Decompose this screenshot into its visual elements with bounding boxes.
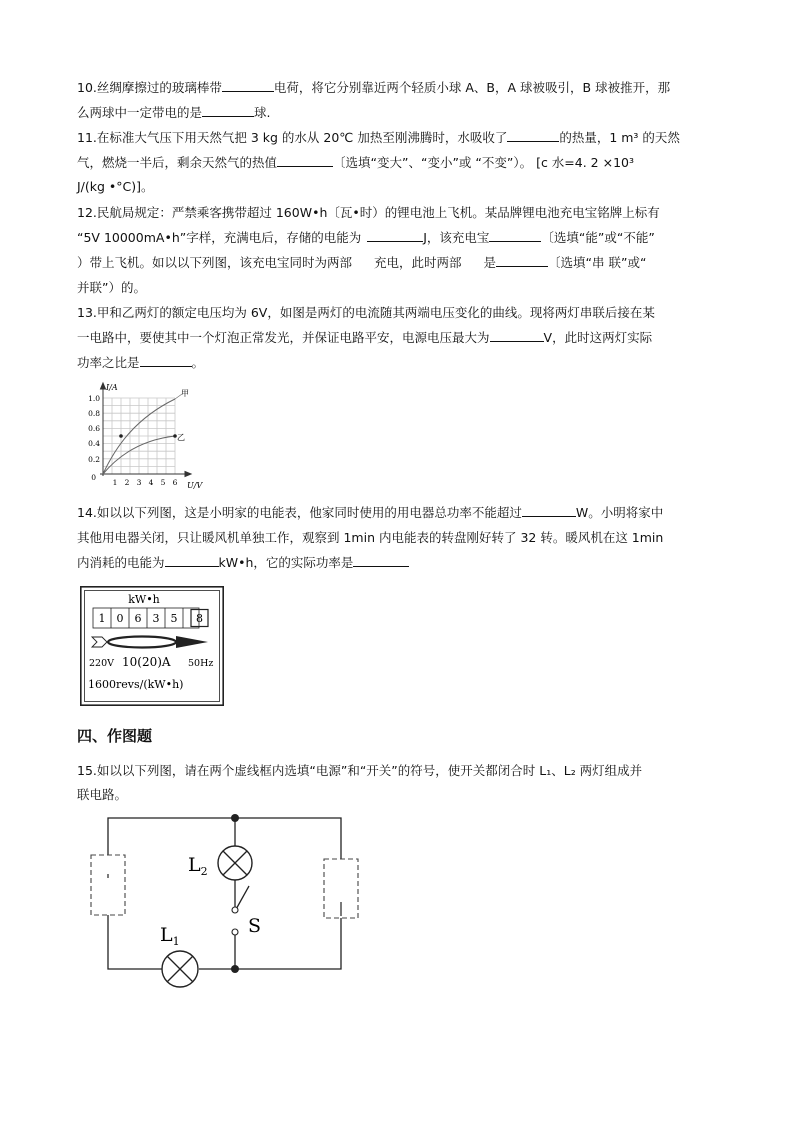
dashed-box-wire-stubs — [108, 874, 341, 916]
wire-top-right — [235, 818, 341, 859]
q13-line2 — [77, 329, 652, 347]
y-tick-label: 0.8 — [88, 409, 100, 418]
q14-text: 其他用电器关闭，只让暖风机单独工作，观察到 1min 内电能表的转盘刚好转了 32 转。暖风机在这 1min — [77, 530, 664, 545]
meter-digit: 1 — [98, 612, 106, 625]
q12-text: 是 — [483, 255, 497, 270]
q12-text: 充电，此时两部 — [374, 255, 462, 270]
q13-text: V，此时这两灯实际 — [543, 330, 653, 345]
q14-text: kW•h，它的实际功率是 — [218, 555, 354, 570]
meter-frequency: 50Hz — [188, 658, 214, 669]
q12-line4 — [77, 279, 146, 297]
q14-line3 — [77, 554, 409, 572]
q13-line3 — [77, 354, 204, 372]
curve-yi-label: 乙 — [177, 433, 185, 442]
lamp-l1-icon — [162, 951, 198, 987]
answer-blank[interactable] — [353, 554, 409, 567]
x-tick-label: 1 — [112, 478, 118, 487]
circuit-diagram — [80, 808, 370, 988]
answer-blank[interactable] — [165, 554, 219, 567]
y-tick-label: 0.2 — [88, 455, 100, 464]
q13-text: 13.甲和乙两灯的额定电压均为 6V，如图是两灯的电流随其两端电压变化的曲线。现将两灯串联后接在某 — [77, 305, 655, 320]
q10-text: 电荷，将它分别靠近两个轻质小球 A、B，A 球被吸引，B 球被推开，那 — [273, 80, 671, 95]
q12-text: 并联”）的。 — [77, 280, 146, 295]
q12-line1 — [77, 204, 660, 222]
switch-label: S — [248, 915, 262, 937]
point-jia — [119, 434, 123, 438]
y-tick-label: 1.0 — [88, 394, 100, 403]
q11-line3 — [77, 178, 154, 196]
q10-text: 么两球中一定带电的是 — [77, 105, 203, 120]
q12-line2 — [77, 229, 655, 247]
q12-text: 〔选填“能”或“不能” — [541, 230, 655, 245]
meter-digit: 6 — [134, 612, 142, 625]
x-tick-label: 5 — [160, 478, 166, 487]
meter-constant: 1600revs/(kW•h) — [88, 678, 184, 691]
x-tick-label: 4 — [148, 478, 154, 487]
electricity-meter — [80, 586, 224, 706]
q10-line2 — [77, 104, 271, 122]
q11-text: 气，燃烧一半后，剩余天然气的热值 — [77, 155, 278, 170]
answer-blank[interactable] — [489, 229, 541, 242]
q13-text: 。 — [191, 355, 205, 370]
q12-text: 〔选填“串 联”或“ — [548, 255, 647, 270]
x-axis-arrow — [185, 472, 191, 477]
iu-graph — [80, 380, 220, 492]
wire-left-bottom — [108, 915, 162, 969]
meter-digit-decimal: 8 — [196, 612, 203, 625]
x-axis-label: U/V — [187, 481, 203, 490]
answer-blank[interactable] — [507, 129, 559, 142]
answer-blank[interactable] — [140, 354, 192, 367]
q11-line1 — [77, 129, 680, 147]
q14-text: 14.如以以下列图，这是小明家的电能表，他家同时使用的用电器总功率不能超过 — [77, 505, 522, 520]
q10-text: 球. — [254, 105, 271, 120]
q15-text: 联电路。 — [77, 787, 128, 802]
meter-current: 10(20)A — [122, 655, 171, 669]
answer-blank[interactable] — [277, 154, 333, 167]
y-tick-label: 0 — [91, 473, 96, 482]
q13-text: 功率之比是 — [77, 355, 140, 370]
lamp-l2-label: $L_2$ — [188, 854, 208, 878]
x-tick-label: 3 — [136, 478, 142, 487]
meter-digit: 0 — [116, 612, 124, 625]
dashed-box-left[interactable] — [91, 855, 125, 915]
q13-text: 一电路中，要使其中一个灯泡正常发光，并保证电路平安，电源电压最大为 — [77, 330, 490, 345]
q14-text: W。小明将家中 — [575, 505, 664, 520]
q10-text: 10.丝绸摩擦过的玻璃棒带 — [77, 80, 222, 95]
junction-top — [231, 814, 239, 822]
q11-text: 11.在标准大气压下用天然气把 3 kg 的水从 20℃ 加热至刚沸腾时，水吸收了 — [77, 130, 508, 145]
q10-line1 — [77, 79, 670, 97]
meter-voltage: 220V — [89, 658, 114, 669]
meter-digit: 5 — [170, 612, 178, 625]
q14-text: 内消耗的电能为 — [77, 555, 165, 570]
wire-left — [108, 818, 235, 855]
q15-line2 — [77, 786, 127, 804]
q11-text: J/(kg •°C)]。 — [77, 179, 154, 194]
q12-text: 12.民航局规定：严禁乘客携带超过 160W•h〔瓦•时）的锂电池上飞机。某品牌锂电池充电宝铭牌上标有 — [77, 205, 660, 220]
q15-text: 15.如以以下列图，请在两个虚线框内选填“电源”和“开关”的符号，使开关都闭合时 L₁、L₂ 两灯组成并 — [77, 763, 643, 778]
q11-line2 — [77, 154, 634, 172]
y-tick-label: 0.6 — [88, 424, 100, 433]
q15-line1 — [77, 762, 642, 780]
q11-text: 〔选填“变大”、“变小”或 “不变”）。 [c 水=4. 2 ×10³ — [333, 155, 634, 170]
lamp-l1-label: $L_1$ — [160, 924, 180, 948]
q12-text: J，该充电宝 — [423, 230, 490, 245]
junction-bottom — [231, 965, 239, 973]
answer-blank[interactable] — [367, 229, 423, 242]
answer-blank[interactable] — [490, 329, 544, 342]
q13-line1 — [77, 304, 655, 322]
y-axis-label: I/A — [106, 383, 118, 392]
y-tick-label: 0.4 — [88, 439, 100, 448]
q14-line2 — [77, 529, 663, 547]
y-axis-arrow — [101, 383, 106, 389]
q11-text: 的热量，1 m³ 的天然 — [559, 130, 680, 145]
q12-text: “5V 10000mA•h”字样，充满电后，存储的电能为 — [77, 230, 362, 245]
meter-digit: 3 — [152, 612, 160, 625]
q12-line3 — [77, 254, 646, 272]
answer-blank[interactable] — [202, 104, 254, 117]
lamp-l2-icon — [218, 846, 252, 880]
answer-blank[interactable] — [522, 504, 576, 517]
meter-unit: kW•h — [128, 593, 160, 606]
q14-line1 — [77, 504, 663, 522]
q12-text: ）带上飞机。如以以下列图，该充电宝同时为两部 — [77, 255, 353, 270]
x-tick-label: 2 — [124, 478, 130, 487]
x-tick-label: 6 — [172, 478, 178, 487]
answer-blank[interactable] — [496, 254, 548, 267]
curve-jia-label: 甲 — [181, 389, 189, 398]
section-heading: 四、作图题 — [77, 727, 153, 745]
answer-blank[interactable] — [222, 79, 274, 92]
